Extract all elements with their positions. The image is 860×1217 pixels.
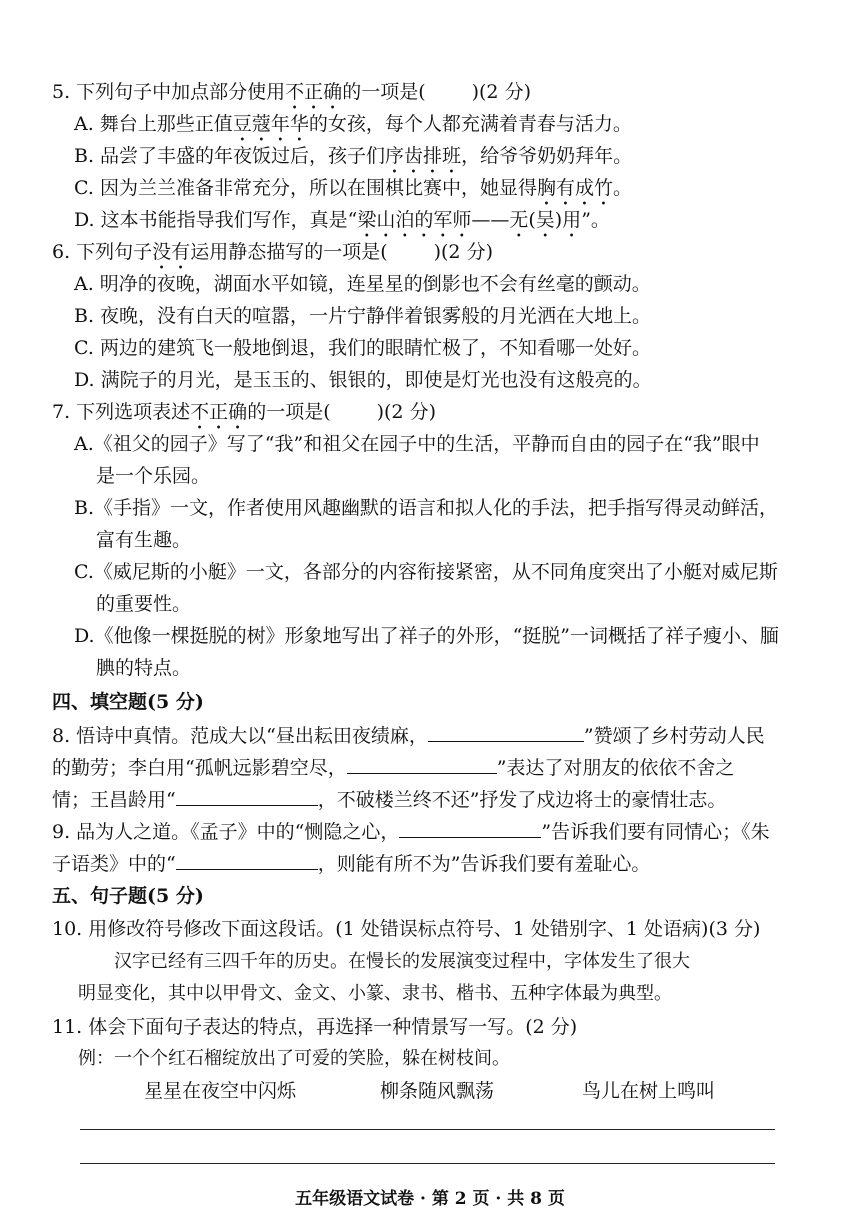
q6-option-b: B. 夜晚，没有白天的喧嚣，一片宁静伴着银雾般的月光洒在大地上。: [74, 305, 652, 327]
q7-option-b-line1: B.《手指》一文，作者使用风趣幽默的语言和拟人化的手法，把手指写得灵动鲜活，: [74, 497, 779, 519]
section-5-heading: 五、句子题(5 分): [52, 885, 204, 907]
q6-option-d: D. 满院子的月光，是玉玉的、银银的，即使是灯光也没有这般亮的。: [74, 369, 652, 391]
q8-blank-3[interactable]: [176, 785, 318, 806]
question-5-stem: [52, 78, 531, 114]
question-6-stem: 6. 下列句子没有运用静态描写的一项是( )(2 分): [52, 241, 493, 263]
q5-stem-text-2: 的一项是(: [342, 81, 426, 103]
q11-choice-3: 鸟儿在树上鸣叫: [582, 1080, 716, 1102]
q5-stem-emphasis: 不正确: [285, 81, 343, 103]
question-9-line2: 子语类》中的“ ，则能有所不为”告诉我们要有羞耻心。: [52, 849, 650, 878]
q7-option-c-line2: 的重要性。: [96, 593, 192, 615]
q5-option-a: A. 舞台上那些正值豆蔻年华的女孩，每个人都充满着青春与活力。: [74, 113, 632, 135]
answer-line-2[interactable]: [80, 1163, 775, 1164]
q10-passage-line1: 汉字已经有三四千年的历史。在慢长的发展演变过程中，字体发生了很大: [114, 951, 690, 972]
q6-option-a: A. 明净的夜晚，湖面水平如镜，连星星的倒影也不会有丝毫的颤动。: [74, 273, 651, 295]
question-10-stem: 10. 用修改符号修改下面这段话。(1 处错误标点符号、1 处错别字、1 处语病)(3 分): [52, 918, 761, 940]
q7-option-a-line2: 是一个乐园。: [96, 465, 211, 487]
answer-line-1[interactable]: [80, 1129, 775, 1130]
q9-blank-2[interactable]: [176, 849, 318, 870]
section-4-heading: 四、填空题(5 分): [52, 691, 204, 713]
question-8-line2: 的勤劳；李白用“孤帆远影碧空尽， ”表达了对朋友的依依不舍之: [52, 753, 734, 782]
question-7-stem: 7. 下列选项表述不正确的一项是( )(2 分): [52, 401, 436, 423]
question-11-stem: 11. 体会下面句子表达的特点，再选择一种情景写一写。(2 分): [52, 1016, 578, 1038]
q11-choice-1: 星星在夜空中闪烁: [144, 1080, 297, 1102]
q7-option-b-line2: 富有生趣。: [96, 529, 192, 551]
q5-option-c: C. 因为兰兰准备非常充分，所以在围棋比赛中，她显得胸有成竹。: [74, 177, 632, 199]
q7-option-d-line1: D.《他像一棵挺脱的树》形象地写出了祥子的外形，“挺脱”一词概括了祥子瘦小、腼: [74, 625, 780, 647]
q7-option-d-line2: 腆的特点。: [96, 657, 192, 679]
question-8-line1: 8. 悟诗中真情。范成大以“昼出耘田夜绩麻， ”赞颂了乡村劳动人民: [52, 721, 765, 750]
q5-option-d: D. 这本书能指导我们写作，真是“梁山泊的军师——无(吴)用”。: [74, 209, 610, 231]
question-9-line1: 9. 品为人之道。《孟子》中的“恻隐之心， ”告诉我们要有同情心；《朱: [52, 817, 770, 846]
q11-choice-2: 柳条随风飘荡: [380, 1080, 495, 1102]
q8-blank-1[interactable]: [428, 721, 584, 742]
q5-stem-text: 5. 下列句子中加点部分使用: [52, 81, 286, 103]
page-footer: 五年级语文试卷 · 第 2 页 · 共 8 页: [295, 1189, 565, 1209]
q9-blank-1[interactable]: [399, 817, 541, 838]
q10-passage-line2: 明显变化，其中以甲骨文、金文、小篆、隶书、楷书、五种字体最为典型。: [78, 983, 672, 1004]
question-8-line3: 情；王昌龄用“ ，不破楼兰终不还”抒发了戍边将士的豪情壮志。: [52, 785, 726, 814]
q6-option-c: C. 两边的建筑飞一般地倒退，我们的眼睛忙极了，不知看哪一处好。: [74, 337, 651, 359]
q5-option-b: B. 品尝了丰盛的年夜饭过后，孩子们序齿排班，给爷爷奶奶拜年。: [74, 145, 633, 167]
q11-example: 例：一个个红石榴绽放出了可爱的笑脸，躲在树枝间。: [78, 1048, 510, 1069]
q5-score: )(2 分): [471, 81, 531, 103]
q7-option-a-line1: A.《祖父的园子》写了“我”和祖父在园子中的生活，平静而自由的园子在“我”眼中: [74, 433, 760, 455]
q8-blank-2[interactable]: [347, 753, 497, 774]
q7-option-c-line1: C.《威尼斯的小艇》一文，各部分的内容衔接紧密，从不同角度突出了小艇对威尼斯: [74, 561, 778, 583]
